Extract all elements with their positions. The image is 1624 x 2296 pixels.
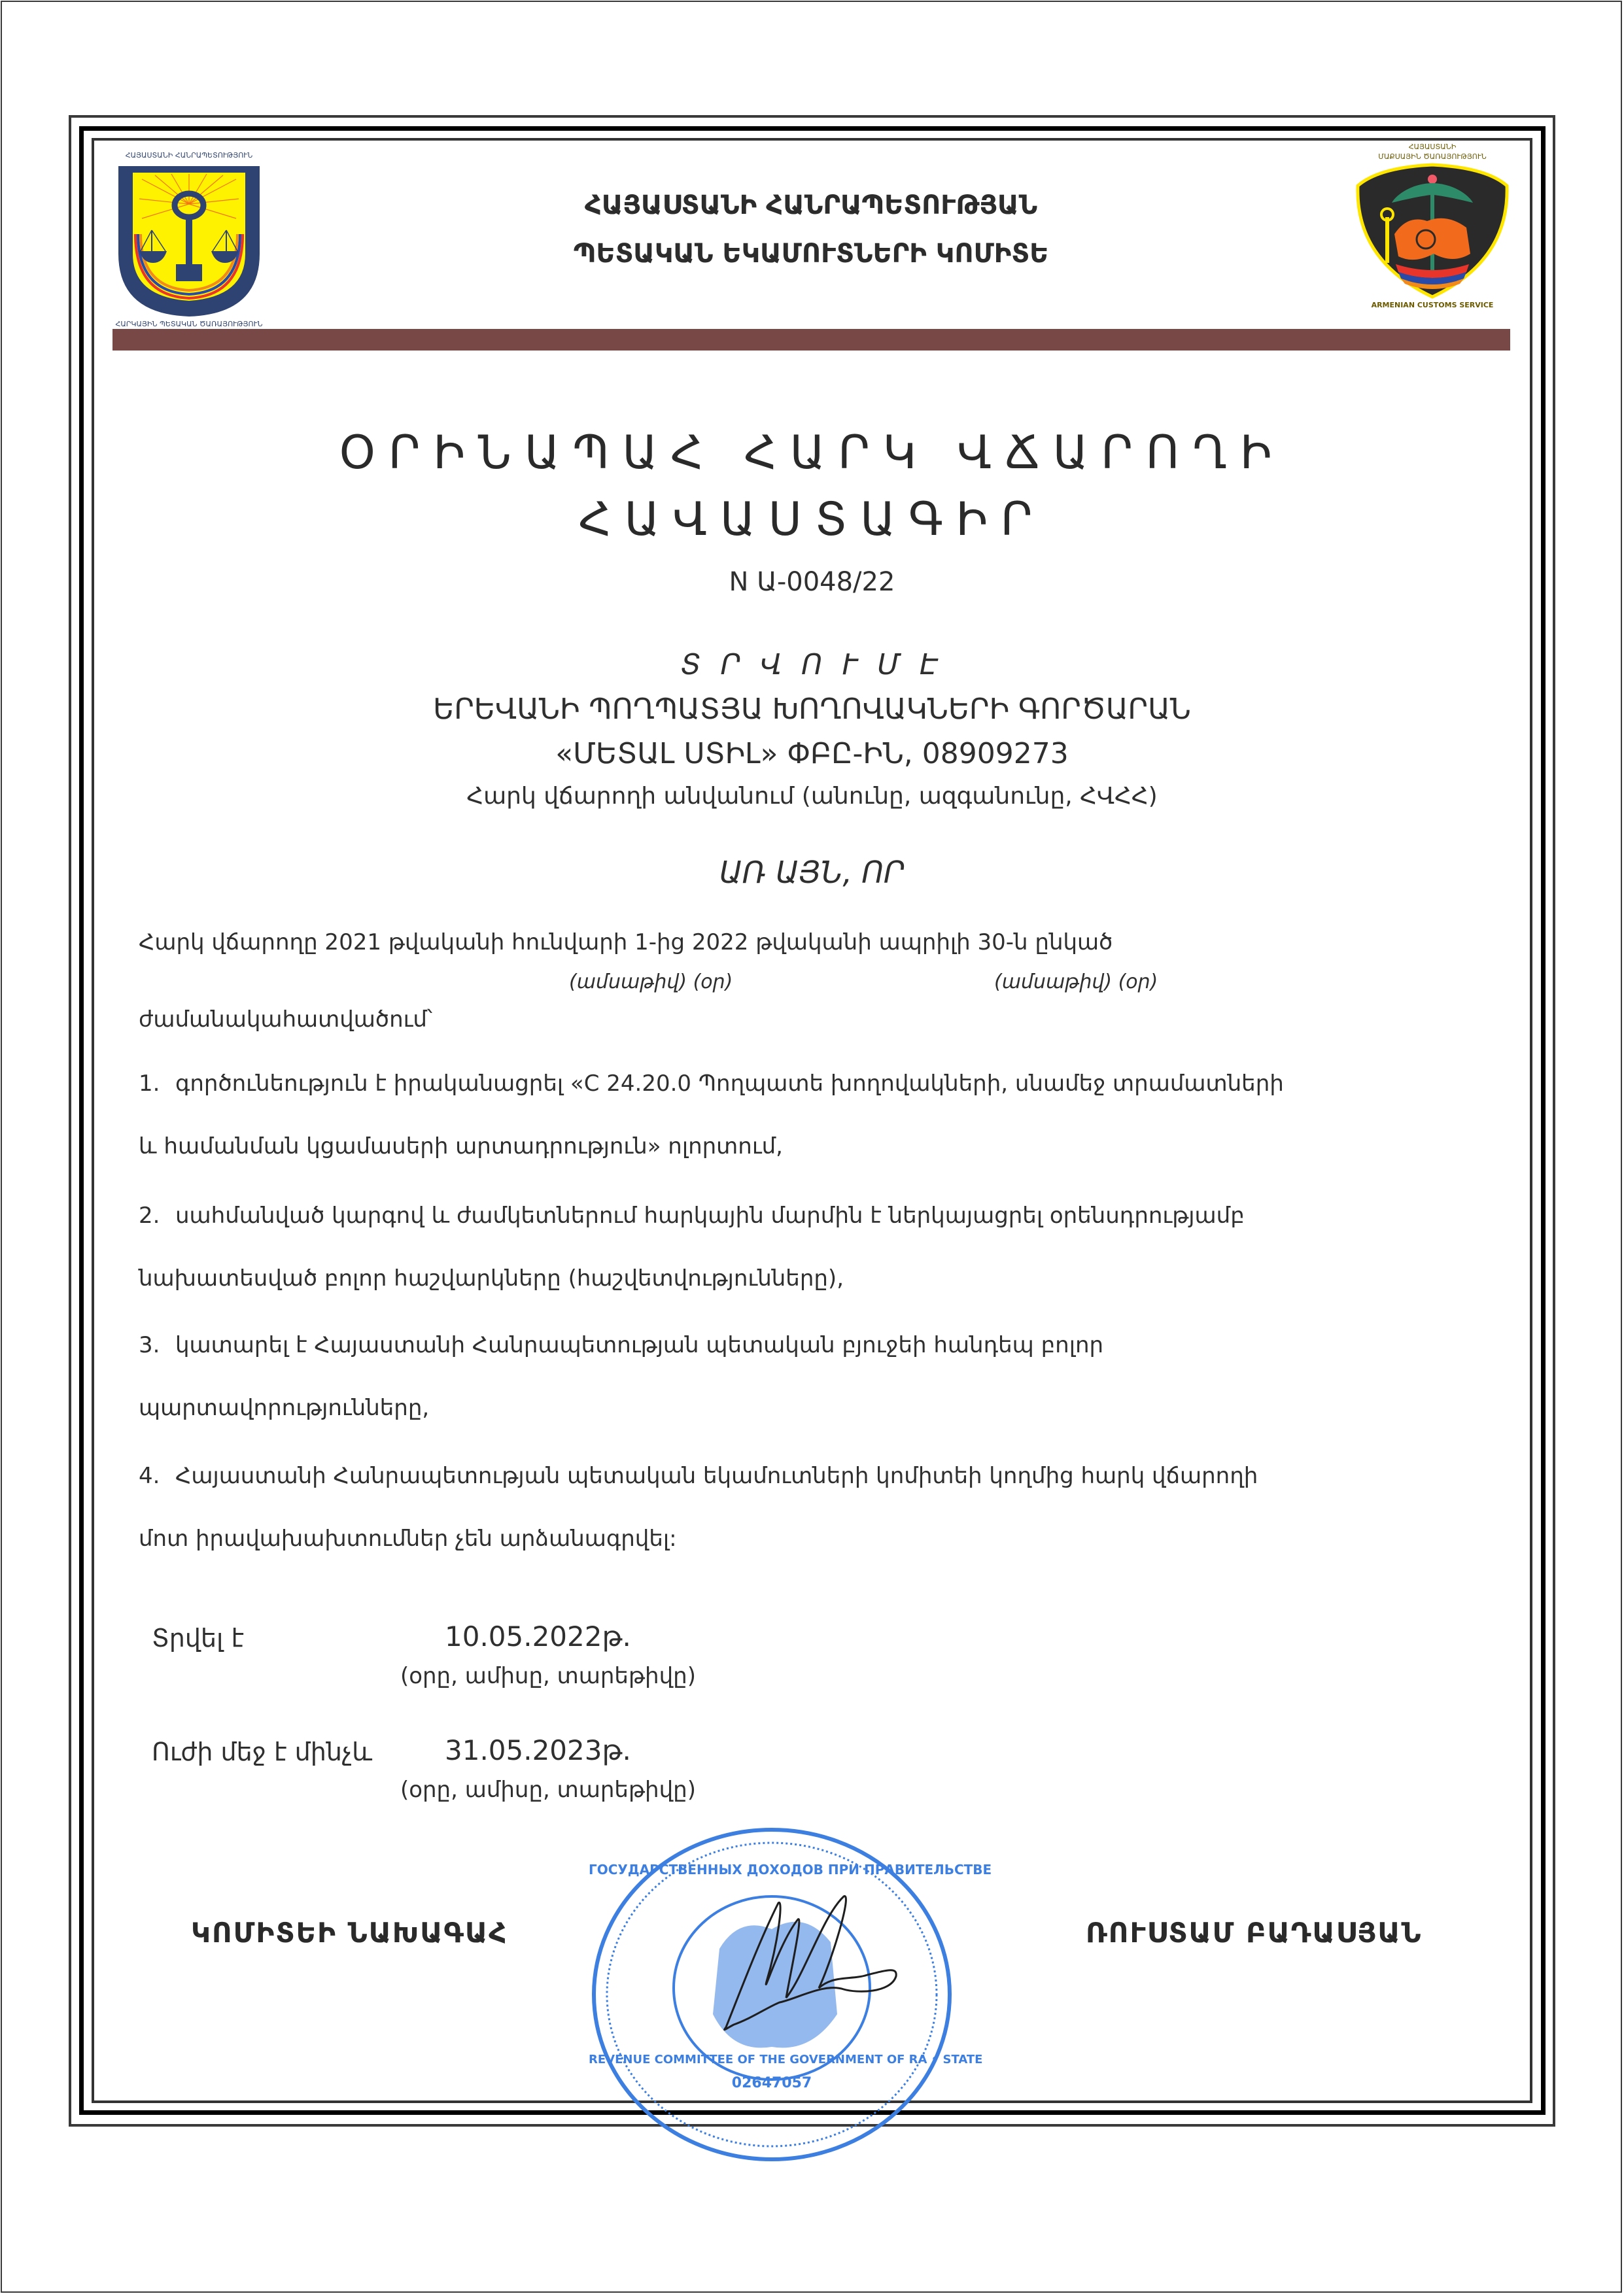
period-statement: Հարկ վճարողը 2021 թվականի հունվարի 1-ից 2022 թվականի ապրիլի 30-ն ընկած: [139, 929, 1113, 955]
period-statement-continuation: ժամանակահատվածում՝: [139, 1006, 433, 1033]
header-line-2: ՊԵՏԱԿԱՆ ԵԿԱՄՈՒՏՆԵՐԻ ԿՈՄԻՏԵ: [573, 239, 1049, 269]
list-item-text: սահմանված կարգով և ժամկետներում հարկային մարմին է ներկայացրել օրենսդրությամբ: [175, 1203, 1245, 1229]
seal-english-text: REVENUE COMMITTEE OF THE GOVERNMENT OF RA • STATE: [589, 2053, 983, 2066]
certificate-number: N Ա-0048/22: [729, 567, 895, 597]
list-item-number: 1.: [139, 1071, 160, 1097]
issued-date-value: 10.05.2022թ.: [445, 1620, 631, 1653]
emblem-ring-text: ՀԱՐԿԱՅԻՆ ՊԵՏԱԿԱՆ ԾԱՌԱՅՈՒԹՅՈՒՆ: [115, 320, 263, 328]
signatory-name: ՌՈՒՍՏԱՄ ԲԱԴԱՍՅԱՆ: [1086, 1917, 1423, 1949]
certifies-that-heading: ԱՌ ԱՅՆ, ՈՐ: [719, 855, 905, 890]
list-item-line-2: մոտ իրավախախտումներ չեն արձանագրվել:: [139, 1526, 677, 1552]
organization-name-line-1: ԵՐԵՎԱՆԻ ՊՈՂՊԱՏՅԱ ԽՈՂՈՎԱԿՆԵՐԻ ԳՈՐԾԱՐԱՆ: [433, 693, 1191, 726]
list-item-line-1: [139, 1331, 1483, 1359]
valid-until-value: 31.05.2023թ.: [445, 1734, 631, 1766]
valid-until-label: Ուժի մեջ է մինչև: [152, 1738, 373, 1766]
signatory-title: ԿՈՄԻՏԵԻ ՆԱԽԱԳԱՀ: [191, 1917, 508, 1949]
list-item-line-2: պարտավորությունները,: [139, 1395, 430, 1421]
tax-service-emblem-icon: [116, 163, 262, 319]
handwritten-signature: [706, 1883, 903, 2040]
emblem-top-text: ՀԱՅԱՍՏԱՆԻ ՀԱՆՐԱՊԵՏՈՒԹՅՈՒՆ: [125, 151, 253, 160]
list-item-line-2: և համանման կցամասերի արտադրություն» ոլորտում,: [139, 1133, 783, 1159]
customs-service-emblem-icon: [1355, 162, 1510, 300]
organization-name-line-2: «ՄԵՏԱԼ ՍՏԻԼ» ՓԲԸ-ԻՆ, 08909273: [555, 737, 1069, 770]
list-item-text: Հայաստանի Հանրապետության պետական եկամուտների կոմիտեի կողմից հարկ վճարողի: [175, 1463, 1258, 1489]
list-item-text: գործունեություն է իրականացրել «C 24.20.0 Պողպատե խողովակների, սնամեջ տրամատների: [175, 1071, 1284, 1097]
seal-number: 02647057: [731, 2075, 812, 2091]
period-end-hint: (ամսաթիվ) (օր): [994, 970, 1158, 993]
issued-date-label: Տրվել է: [152, 1624, 244, 1653]
certificate-title-line-1: ՕՐԻՆԱՊԱՀ ՀԱՐԿ ՎՃԱՐՈՂԻ: [339, 426, 1285, 479]
list-item-line-1: [139, 1070, 1483, 1097]
period-start-hint: (ամսաթիվ) (օր): [569, 970, 733, 993]
emblem-arc-text: ՄԱՔՍԱՅԻՆ ԾԱՌԱՅՈՒԹՅՈՒՆ: [1378, 152, 1487, 161]
list-item-line-2: նախատեսված բոլոր հաշվարկները (հաշվետվությունները),: [139, 1265, 844, 1292]
list-item-number: 3.: [139, 1332, 160, 1358]
list-item-text: կատարել է Հայաստանի Հանրապետության պետական բյուջեի հանդեպ բոլոր: [175, 1332, 1104, 1358]
emblem-top-text: ՀԱՅԱՍՏԱՆԻ: [1408, 143, 1457, 151]
issued-date-hint: (օրը, ամիսը, տարեթիվը): [400, 1663, 696, 1689]
seal-russian-text: ГОСУДАРСТВЕННЫХ ДОХОДОВ ПРИ ПРАВИТЕЛЬСТВЕ: [589, 1862, 992, 1877]
valid-until-hint: (օրը, ամիսը, տարեթիվը): [400, 1777, 696, 1803]
list-item-line-1: [139, 1462, 1483, 1490]
list-item-number: 2.: [139, 1203, 160, 1229]
list-item-number: 4.: [139, 1463, 160, 1489]
header-divider-bar: [112, 329, 1510, 351]
header-line-1: ՀԱՅԱՍՏԱՆԻ ՀԱՆՐԱՊԵՏՈՒԹՅԱՆ: [584, 190, 1038, 220]
list-item-line-1: [139, 1202, 1483, 1229]
emblem-bottom-text: ARMENIAN CUSTOMS SERVICE: [1371, 301, 1494, 309]
certificate-title-line-2: ՀԱՎԱՍՏԱԳԻՐ: [578, 492, 1046, 546]
organization-field-hint: Հարկ վճարողի անվանում (անունը, ազգանունը, ՀՎՀՀ): [466, 783, 1158, 810]
issued-to-heading: Տ Ր Վ Ո Ւ Մ Է: [680, 648, 944, 681]
